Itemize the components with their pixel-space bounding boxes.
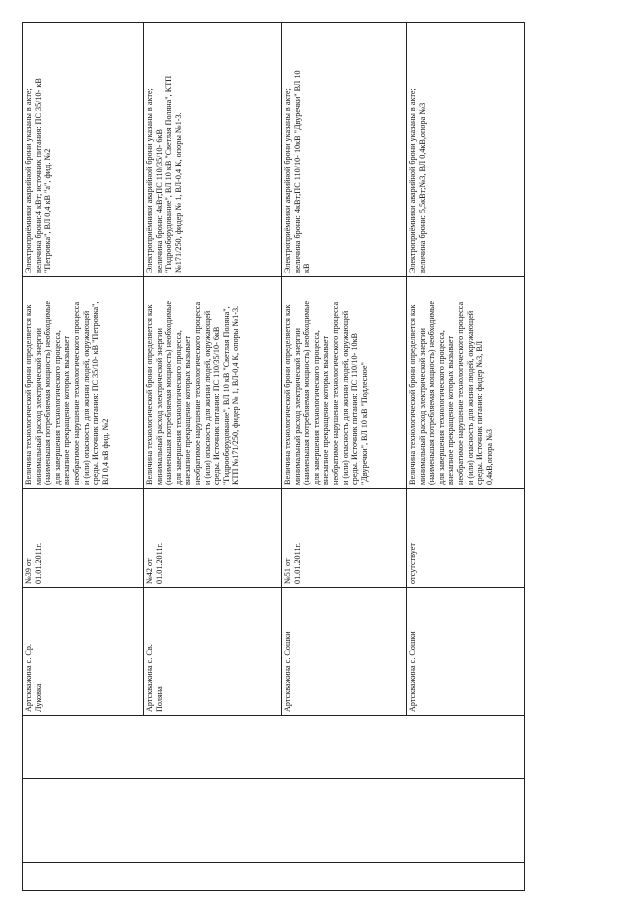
row4-object-text: Артскважина с. Сошки	[408, 631, 417, 712]
row3-object-text: Артскважина с. Сошки	[283, 631, 292, 712]
table-right-border	[524, 22, 525, 891]
row3-emergency-text: Электроприёмники аварийной брони указаны в акте; величина брони: 4кВт;ПС 110/10- 10кВ "Двуречки" ВЛ 10 кВ	[283, 70, 312, 273]
col-separator-lower-2	[22, 862, 525, 863]
row3-object-cell	[283, 589, 405, 714]
row1-act-text: №39 от 01.01.2011г.	[24, 542, 43, 584]
row2-act-cell	[145, 490, 280, 586]
col-separator-description	[22, 488, 525, 489]
row1-description-text: Величина технологической брони определяется как минимальный расход электрической энергии (наименьшая потребляемая мощность) необходимые для завершения технологического процесса, внезапное прекращение которых вызывает необратимое нарушение технологического процесса и (или) опасность для жизни людей, окружающей среды. Источник питания: ПС 35/10- кВ "Петровка", ВЛ 0,4 кВ фид. №2	[24, 300, 110, 485]
row2-object-cell	[145, 589, 280, 714]
table-bottom-border	[22, 890, 525, 891]
row4-object-cell	[408, 589, 523, 714]
row4-description-cell	[408, 278, 523, 487]
row1-description-cell	[24, 278, 142, 487]
row-separator-2	[281, 22, 282, 715]
row2-emergency-cell	[145, 24, 280, 275]
row3-emergency-cell	[283, 24, 405, 275]
table-left-border	[22, 22, 23, 891]
row4-description-text: Величина технологической брони определяется как минимальный расход электрической энергии (наименьшая потребляемая мощность) необходимые для завершения технологического процесса, внезапное прекращение которых вызывает необратимое нарушение технологического процесса и (или) опасность для жизни людей, окружающей среды. Источник питания: фидер №3, ВЛ 0,4кВ,опора №3	[408, 300, 494, 485]
row1-emergency-cell	[24, 24, 142, 275]
row4-emergency-cell	[408, 24, 523, 275]
row3-description-text: Величина технологической брони определяется как минимальный расход электрической энергии (наименьшая потребляемая мощность) необходимые для завершения технологического процесса, внезапное прекращение которых вызывает необратимое нарушение технологического процесса и (или) опасность для жизни людей, окружающей среды. Источник питания: ПС 110/10- 10кВ "Двуречки", ВЛ 10 кВ "Подлесное"	[283, 300, 369, 485]
row2-emergency-text: Электроприёмники аварийной брони указаны в акте; величина брони: 4кВт;ПС 110/35/10- 6кВ "Гидрооборудование", ВЛ 10 кВ "Светлая Поляна", КТП №171/250, фидер № 1, ВЛ-0,4 К, опоры №1-3.	[145, 75, 183, 273]
table-top-border	[22, 22, 525, 23]
row3-act-text: №51 от 01.01.2011г.	[283, 542, 302, 584]
col-separator-object	[22, 715, 525, 716]
row4-act-cell	[408, 490, 523, 586]
row4-act-text: отсутствует	[408, 543, 417, 584]
row1-object-text: Артскважина с. Ср. Луковка	[24, 643, 43, 712]
row4-emergency-text: Электроприёмники аварийной брони указаны в акте; величина брони: 5,5кВт;№3, ВЛ 0,4кВ,опора №3	[408, 88, 427, 273]
row-separator-3	[406, 22, 407, 715]
row2-act-text: №42 от 01.01.2011г.	[145, 542, 164, 584]
col-separator-act	[22, 587, 525, 588]
row2-description-text: Величина технологической брони определяется как минимальный расход электрической энергии (наименьшая потребляемая мощность) необходимые для завершения технологического процесса, внезапное прекращение которых вызывает необратимое нарушение технологического процесса и (или) опасность для жизни людей, окружающей среды. Источник питания: ПС 110/35/10- 6кВ "Гидрооборудование", ВЛ 10 кВ "Светлая Поляна", КТП №171/250, фидер № 1, ВЛ-0,4 К, опоры №1-3.	[145, 300, 241, 485]
row1-act-cell	[24, 490, 142, 586]
col-separator-lower-1	[22, 778, 525, 779]
row3-act-cell	[283, 490, 405, 586]
row2-description-cell	[145, 278, 280, 487]
row3-description-cell	[283, 278, 405, 487]
row1-object-cell	[24, 589, 142, 714]
row2-object-text: Артскважина с. Св. Поляна	[145, 644, 164, 712]
row-separator-1	[143, 22, 144, 715]
col-separator-emergency	[22, 276, 525, 277]
row1-emergency-text: Электроприёмники аварийной брони указаны в акте; величина брони:4 кВт; источник питания: ПС 35/10- кВ "Петровка", ВЛ 0,4 кВ "а", фид. №2	[24, 78, 53, 273]
